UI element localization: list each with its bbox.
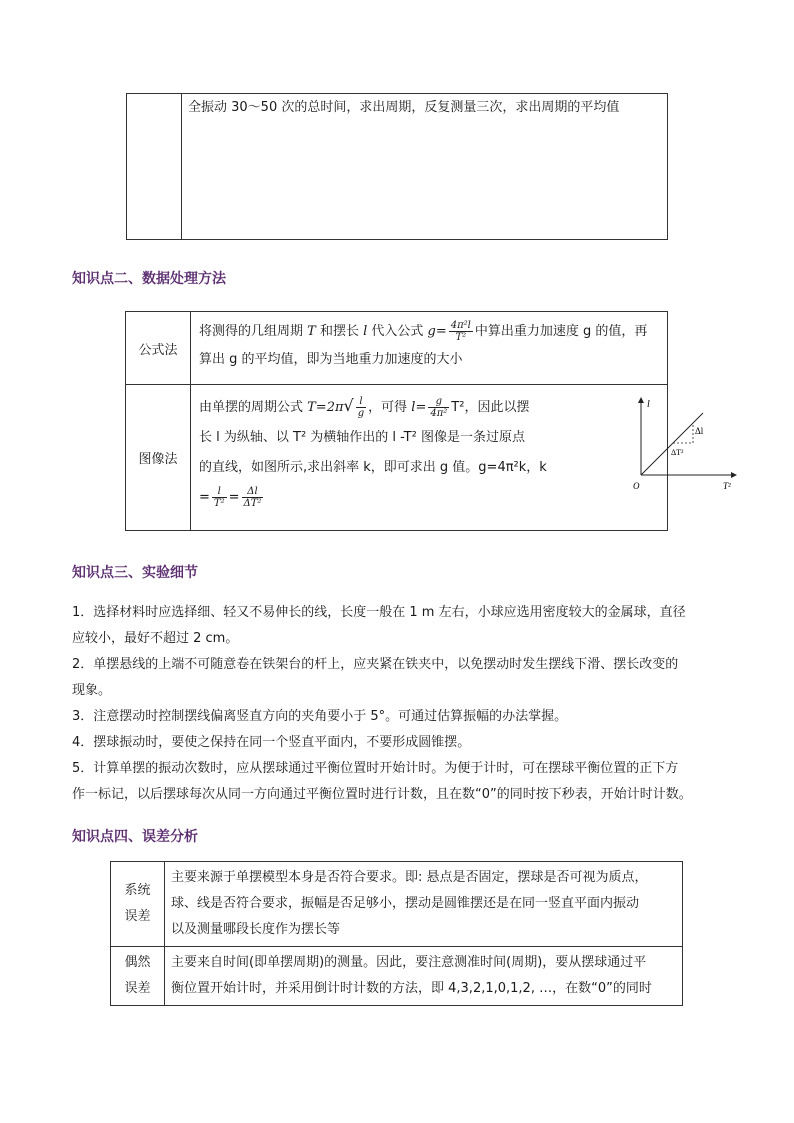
formula-line-1: 将测得的几组周期 T 和摆长 l 代入公式 g= $\frac{\text{4π²l}}{\text{T²}}$ 中算出重力加速度 g 的值，再 — [199, 320, 648, 343]
section3-list — [72, 600, 722, 808]
detail-line: 4．摆球振动时，要使之保持在同一个竖直平面内，不要形成圆锥摆。 — [72, 735, 471, 750]
detail-line: 作一标记，以后摆球每次从同一方向通过平衡位置时进行计数，且在数“0”的同时按下秒表，开始计时计数。 — [72, 787, 692, 802]
sqrt-fraction: $\frac{l}{g}$ — [357, 396, 365, 419]
data-processing-table — [125, 311, 731, 531]
detail-line: 现象。 — [72, 683, 112, 698]
table1-label-cell — [127, 94, 182, 240]
error-analysis-table — [110, 861, 683, 1006]
graph-line-4: = $\frac{l}{\text{T²}}$ = $\frac{\Delta l}{\text{ΔT²}}$ — [199, 486, 262, 509]
graph-method-cell — [191, 385, 731, 531]
detail-line: 应较小，最好不超过 2 cm。 — [72, 631, 239, 646]
formula-method-label: 公式法 — [126, 312, 191, 385]
l-fraction: $\frac{g}{\text{4π²}}$ — [430, 396, 448, 419]
graph-line-3: 的直线，如图所示,求出斜率 k，即可求出 g 值。g=4π²k，k — [199, 460, 547, 475]
detail-line: 2．单摆悬线的上端不可随意卷在铁架台的杆上，应夹紧在铁夹中，以免摆动时发生摆线下滑、摆长改变的 — [72, 657, 679, 672]
x-axis-label: T² — [723, 481, 731, 491]
detail-line: 5．计算单摆的振动次数时，应从摆球通过平衡位置时开始计时。为便于计时，可在摆球平衡位置的正下方 — [72, 761, 679, 776]
detail-line: 1．选择材料时应选择细、轻又不易伸长的线，长度一般在 1 m 左右，小球应选用密度较大的金属球，直径 — [72, 605, 686, 620]
section2-heading: 知识点二、数据处理方法 — [72, 271, 226, 287]
graph-line-1: 由单摆的周期公式 T=2π√ $\frac{l}{g}$ ，可得 l= $\frac{g}{\text{4π²}}$ T²，因此以摆 — [199, 396, 530, 419]
section3-heading: 知识点三、实验细节 — [72, 565, 198, 581]
formula-line-2: 算出 g 的平均值，即为当地重力加速度的大小 — [199, 352, 463, 367]
graph-line-2: 长 l 为纵轴、以 T² 为横轴作出的 l -T² 图像是一条过原点 — [199, 430, 525, 445]
systematic-error-text: 主要来源于单摆模型本身是否符合要求。即: 悬点是否固定，摆球是否可视为质点， 球、线是否符合要求，振幅是否足够小，摆动是圆锥摆还是在同一竖直平面内振动 以及测量哪段长度作为摆长等 — [165, 862, 683, 947]
systematic-error-label: 系统 误差 — [111, 862, 165, 947]
l-t2-graph — [631, 395, 741, 495]
delta-l-label: Δl — [695, 426, 704, 436]
origin-label: O — [633, 481, 640, 491]
random-error-label: 偶然 误差 — [111, 947, 165, 1006]
formula-method-cell — [191, 312, 668, 385]
formula-method-text — [191, 312, 667, 380]
random-error-text: 主要来自时间(即单摆周期)的测量。因此，要注意测准时间(周期)，要从摆球通过平 衡位置开始计时，并采用倒计时计数的方法，即 4,3,2,1,0,1,2, …，在数“0”的同时 — [165, 947, 683, 1006]
graph-method-text — [191, 385, 567, 519]
formula-fraction: $\frac{\text{4π²l}}{\text{T²}}$ — [450, 320, 471, 343]
graph-method-label: 图像法 — [126, 385, 191, 531]
section4-heading: 知识点四、误差分析 — [72, 829, 198, 845]
y-axis-label: l — [647, 399, 650, 410]
measurement-table — [126, 93, 668, 240]
table1-text-cell: 全振动 30～50 次的总时间，求出周期，反复测量三次，求出周期的平均值 — [182, 94, 668, 240]
delta-t2-label: ΔT² — [671, 448, 684, 457]
detail-line: 3．注意摆动时控制摆线偏离竖直方向的夹角要小于 5°。可通过估算振幅的办法掌握。 — [72, 709, 568, 724]
